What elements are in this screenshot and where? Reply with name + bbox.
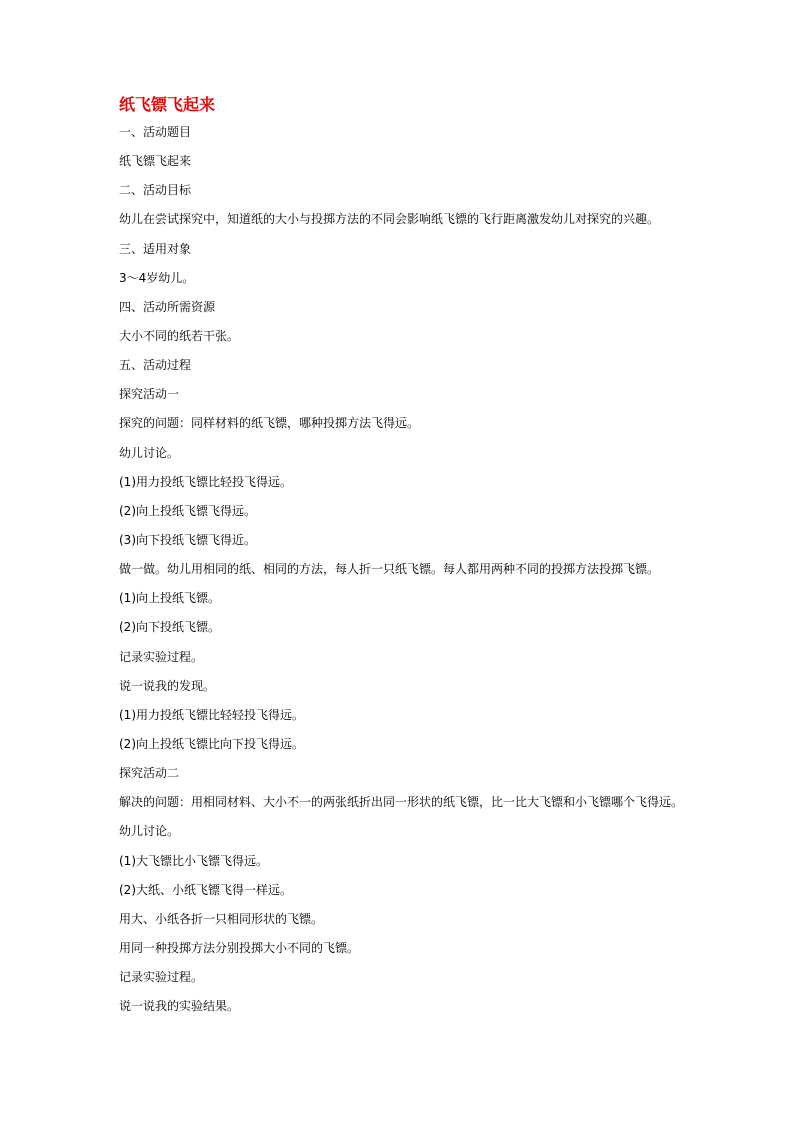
document-title: 纸飞镖飞起来 [119, 95, 216, 114]
body-line: 二、活动目标 [119, 183, 192, 198]
body-line: (2)大纸、小纸飞镖飞得一样远。 [119, 882, 292, 897]
body-line: 做一做。幼儿用相同的纸、相同的方法，每人折一只纸飞镖。每人都用两种不同的投掷方法投掷飞镖。 [119, 562, 660, 577]
body-line: 纸飞镖飞起来 [119, 154, 192, 169]
document-body [119, 122, 719, 1025]
body-line: 记录实验过程。 [119, 970, 204, 985]
body-line: (3)向下投纸飞镖飞得近。 [119, 532, 256, 547]
body-line: (2)向上投纸飞镖飞得远。 [119, 503, 256, 518]
body-line: 探究活动二 [119, 766, 180, 781]
body-line: 用同一种投掷方法分别投掷大小不同的飞镖。 [119, 940, 360, 955]
body-line: 记录实验过程。 [119, 649, 204, 664]
body-line: 解决的问题：用相同材料、大小不一的两张纸折出同一形状的纸飞镖，比一比大飞镖和小飞镖哪个飞得远。 [119, 795, 684, 810]
body-line: 3～4岁幼儿。 [119, 270, 195, 285]
body-line: 说一说我的发现。 [119, 678, 216, 693]
body-line: 大小不同的纸若干张。 [119, 328, 240, 343]
body-line: 幼儿讨论。 [119, 445, 180, 460]
body-line: (2)向上投纸飞镖比向下投飞得远。 [119, 736, 304, 751]
body-line: 五、活动过程 [119, 358, 192, 373]
body-line: 三、适用对象 [119, 241, 192, 256]
body-line: (1)用力投纸飞镖比轻轻投飞得远。 [119, 707, 304, 722]
body-line: 幼儿讨论。 [119, 824, 180, 839]
body-line: 探究活动一 [119, 387, 180, 402]
body-line: (1)向上投纸飞镖。 [119, 591, 220, 606]
body-line: 探究的问题：同样材料的纸飞镖，哪种投掷方法飞得远。 [119, 416, 420, 431]
body-line: 说一说我的实验结果。 [119, 999, 240, 1014]
body-line: 幼儿在尝试探究中，知道纸的大小与投掷方法的不同会影响纸飞镖的飞行距离激发幼儿对探究的兴趣。 [119, 212, 660, 227]
body-line: (1)用力投纸飞镖比轻投飞得远。 [119, 474, 292, 489]
body-line: 四、活动所需资源 [119, 299, 216, 314]
body-line: 一、活动题目 [119, 125, 192, 139]
body-line: 用大、小纸各折一只相同形状的飞镖。 [119, 911, 324, 926]
body-line: (2)向下投纸飞镖。 [119, 620, 220, 635]
body-line: (1)大飞镖比小飞镖飞得远。 [119, 853, 268, 868]
